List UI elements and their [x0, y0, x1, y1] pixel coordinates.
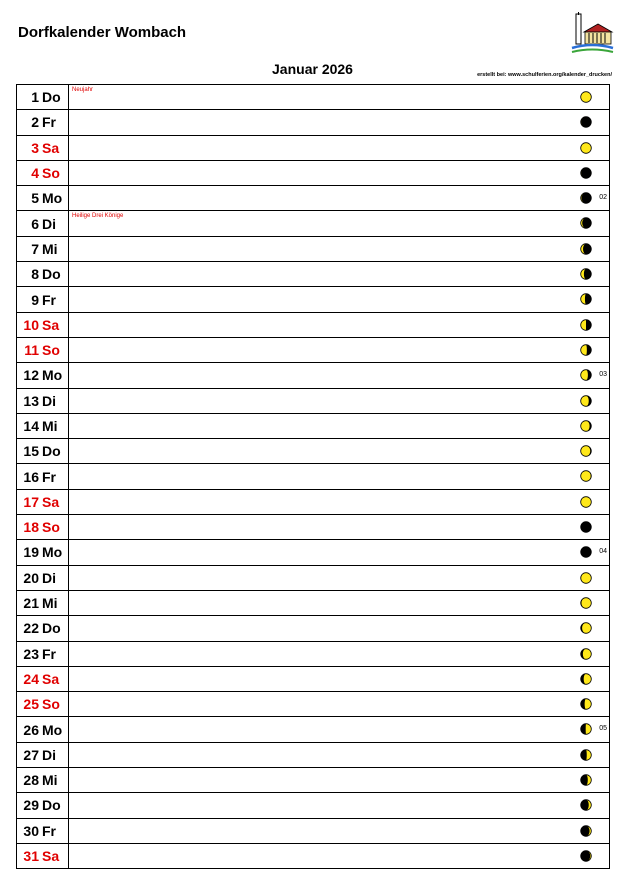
weekday-label: So: [40, 692, 69, 717]
day-row: [17, 515, 610, 540]
moon-phase-icon: [580, 91, 592, 103]
day-entry-cell[interactable]: [69, 641, 610, 666]
weekday-label: Fr: [40, 287, 69, 312]
day-entry-cell[interactable]: [69, 818, 610, 843]
day-entry-cell[interactable]: [69, 85, 610, 110]
day-entry-cell[interactable]: [69, 616, 610, 641]
day-row: [17, 337, 610, 362]
day-number: 15: [17, 439, 41, 464]
week-number: 04: [599, 548, 607, 556]
day-row: [17, 135, 610, 160]
moon-phase-icon: [580, 142, 592, 154]
moon-phase-icon: [580, 369, 592, 381]
day-number: 11: [17, 337, 41, 362]
day-number: 14: [17, 413, 41, 438]
day-entry-cell[interactable]: [69, 186, 610, 211]
day-number: 28: [17, 768, 41, 793]
day-entry-cell[interactable]: [69, 135, 610, 160]
moon-phase-icon: [580, 698, 592, 710]
day-number: 23: [17, 641, 41, 666]
weekday-label: Do: [40, 439, 69, 464]
day-number: 22: [17, 616, 41, 641]
weekday-label: Mi: [40, 413, 69, 438]
day-entry-cell[interactable]: [69, 312, 610, 337]
weekday-label: Fr: [40, 110, 69, 135]
day-entry-cell[interactable]: [69, 211, 610, 236]
weekday-label: Fr: [40, 641, 69, 666]
weekday-label: Di: [40, 388, 69, 413]
week-number: 02: [599, 194, 607, 202]
day-row: [17, 565, 610, 590]
day-entry-cell[interactable]: [69, 439, 610, 464]
moon-phase-icon: [580, 622, 592, 634]
day-entry-cell[interactable]: [69, 388, 610, 413]
holiday-label: Heilige Drei Könige: [72, 213, 124, 220]
day-row: [17, 312, 610, 337]
day-row: [17, 413, 610, 438]
day-row: [17, 742, 610, 767]
moon-phase-icon: [580, 521, 592, 533]
day-entry-cell[interactable]: [69, 160, 610, 185]
day-entry-cell[interactable]: [69, 742, 610, 767]
moon-phase-icon: [580, 243, 592, 255]
moon-phase-icon: [580, 850, 592, 862]
weekday-label: Mi: [40, 768, 69, 793]
weekday-label: Sa: [40, 666, 69, 691]
moon-phase-icon: [580, 344, 592, 356]
moon-phase-icon: [580, 395, 592, 407]
weekday-label: Sa: [40, 843, 69, 868]
day-row: [17, 262, 610, 287]
weekday-label: Fr: [40, 464, 69, 489]
day-number: 30: [17, 818, 41, 843]
day-number: 27: [17, 742, 41, 767]
weekday-label: Sa: [40, 312, 69, 337]
day-number: 5: [17, 186, 41, 211]
day-row: [17, 236, 610, 261]
day-row: [17, 666, 610, 691]
day-number: 25: [17, 692, 41, 717]
day-row: [17, 186, 610, 211]
day-entry-cell[interactable]: [69, 287, 610, 312]
day-row: [17, 211, 610, 236]
day-number: 24: [17, 666, 41, 691]
day-entry-cell[interactable]: [69, 717, 610, 742]
weekday-label: Sa: [40, 135, 69, 160]
credit-link[interactable]: erstellt bei: www.schulferien.org/kalender_drucken/: [477, 72, 612, 78]
day-entry-cell[interactable]: [69, 768, 610, 793]
day-number: 31: [17, 843, 41, 868]
weekday-label: Do: [40, 85, 69, 110]
week-number: 03: [599, 371, 607, 379]
weekday-label: Fr: [40, 818, 69, 843]
day-entry-cell[interactable]: [69, 262, 610, 287]
moon-phase-icon: [580, 546, 592, 558]
weekday-label: Di: [40, 742, 69, 767]
day-row: [17, 717, 610, 742]
day-entry-cell[interactable]: [69, 540, 610, 565]
moon-phase-icon: [580, 319, 592, 331]
day-row: [17, 843, 610, 868]
day-row: [17, 464, 610, 489]
weekday-label: Sa: [40, 489, 69, 514]
day-row: [17, 439, 610, 464]
day-row: [17, 768, 610, 793]
day-number: 3: [17, 135, 41, 160]
day-number: 13: [17, 388, 41, 413]
moon-phase-icon: [580, 268, 592, 280]
day-row: [17, 641, 610, 666]
month-title: Januar 2026: [272, 61, 353, 77]
moon-phase-icon: [580, 217, 592, 229]
moon-phase-icon: [580, 825, 592, 837]
moon-phase-icon: [580, 774, 592, 786]
weekday-label: Do: [40, 793, 69, 818]
day-entry-cell[interactable]: [69, 363, 610, 388]
day-row: [17, 160, 610, 185]
day-number: 9: [17, 287, 41, 312]
day-number: 17: [17, 489, 41, 514]
moon-phase-icon: [580, 293, 592, 305]
day-row: [17, 818, 610, 843]
weekday-label: Mi: [40, 236, 69, 261]
church-logo-icon: [570, 12, 614, 54]
moon-phase-icon: [580, 116, 592, 128]
moon-phase-icon: [580, 799, 592, 811]
day-entry-cell[interactable]: [69, 692, 610, 717]
moon-phase-icon: [580, 749, 592, 761]
weekday-label: Mo: [40, 540, 69, 565]
day-entry-cell[interactable]: [69, 110, 610, 135]
weekday-label: Mo: [40, 717, 69, 742]
moon-phase-icon: [580, 496, 592, 508]
day-number: 10: [17, 312, 41, 337]
weekday-label: Do: [40, 616, 69, 641]
moon-phase-icon: [580, 597, 592, 609]
day-number: 7: [17, 236, 41, 261]
day-entry-cell[interactable]: [69, 489, 610, 514]
day-entry-cell[interactable]: [69, 666, 610, 691]
day-row: [17, 287, 610, 312]
day-entry-cell[interactable]: [69, 413, 610, 438]
day-entry-cell[interactable]: [69, 843, 610, 868]
day-number: 12: [17, 363, 41, 388]
holiday-label: Neujahr: [72, 87, 94, 93]
weekday-label: So: [40, 160, 69, 185]
day-number: 26: [17, 717, 41, 742]
day-number: 16: [17, 464, 41, 489]
day-number: 20: [17, 565, 41, 590]
day-number: 21: [17, 590, 41, 615]
moon-phase-icon: [580, 192, 592, 204]
day-entry-cell[interactable]: [69, 337, 610, 362]
day-row: [17, 363, 610, 388]
day-entry-cell[interactable]: [69, 793, 610, 818]
weekday-label: Di: [40, 565, 69, 590]
day-number: 4: [17, 160, 41, 185]
day-entry-cell[interactable]: [69, 565, 610, 590]
weekday-label: Di: [40, 211, 69, 236]
moon-phase-icon: [580, 167, 592, 179]
week-number: 05: [599, 725, 607, 733]
day-entry-cell[interactable]: [69, 236, 610, 261]
day-row: [17, 110, 610, 135]
day-number: 18: [17, 515, 41, 540]
day-row: [17, 85, 610, 110]
weekday-label: Mo: [40, 363, 69, 388]
moon-phase-icon: [580, 420, 592, 432]
weekday-label: Mo: [40, 186, 69, 211]
day-number: 6: [17, 211, 41, 236]
day-row: [17, 692, 610, 717]
day-row: [17, 388, 610, 413]
day-row: [17, 793, 610, 818]
weekday-label: So: [40, 515, 69, 540]
calendar-table: [16, 84, 610, 869]
day-number: 19: [17, 540, 41, 565]
day-entry-cell[interactable]: [69, 515, 610, 540]
day-number: 29: [17, 793, 41, 818]
day-number: 8: [17, 262, 41, 287]
page-title: Dorfkalender Wombach: [18, 24, 187, 41]
moon-phase-icon: [580, 648, 592, 660]
day-entry-cell[interactable]: [69, 464, 610, 489]
day-row: [17, 489, 610, 514]
weekday-label: Do: [40, 262, 69, 287]
moon-phase-icon: [580, 445, 592, 457]
day-row: [17, 590, 610, 615]
moon-phase-icon: [580, 572, 592, 584]
moon-phase-icon: [580, 673, 592, 685]
day-row: [17, 540, 610, 565]
weekday-label: So: [40, 337, 69, 362]
day-entry-cell[interactable]: [69, 590, 610, 615]
day-row: [17, 616, 610, 641]
weekday-label: Mi: [40, 590, 69, 615]
moon-phase-icon: [580, 470, 592, 482]
moon-phase-icon: [580, 723, 592, 735]
day-number: 1: [17, 85, 41, 110]
day-number: 2: [17, 110, 41, 135]
